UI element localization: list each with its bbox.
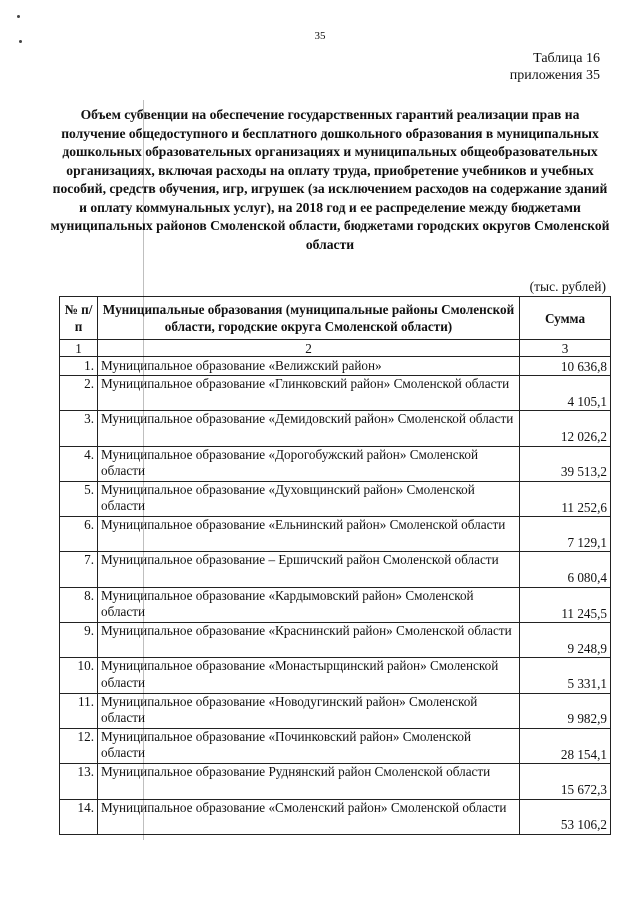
municipality-name: Муниципальное образование «Глинковский район» Смоленской области [98,376,520,411]
row-number: 13. [60,764,98,799]
subvention-amount: 9 982,9 [520,693,611,728]
header-sum: Сумма [520,297,611,340]
row-number: 1. [60,357,98,376]
subvention-amount: 12 026,2 [520,411,611,446]
subvention-amount: 15 672,3 [520,764,611,799]
subvention-amount: 11 245,5 [520,587,611,622]
column-number-1: 1 [60,340,98,357]
header-municipality: Муниципальные образования (муниципальные районы Смоленской области, городские округа Смоленской области) [98,297,520,340]
row-number: 12. [60,728,98,763]
row-number: 5. [60,481,98,516]
subvention-table [59,296,611,835]
subvention-amount: 5 331,1 [520,658,611,693]
municipality-name: Муниципальное образование «Монастырщинский район» Смоленской области [98,658,520,693]
subvention-amount: 9 248,9 [520,623,611,658]
subvention-amount: 6 080,4 [520,552,611,587]
municipality-name: Муниципальное образование «Ельнинский район» Смоленской области [98,517,520,552]
units-label: (тыс. рублей) [529,279,606,294]
table-reference-line-2: приложения 35 [509,68,600,83]
municipality-name: Муниципальное образование «Дорогобужский район» Смоленской области [98,446,520,481]
municipality-name: Муниципальное образование «Краснинский район» Смоленской области [98,623,520,658]
subvention-amount: 11 252,6 [520,481,611,516]
municipality-name: Муниципальное образование «Кардымовский район» Смоленской области [98,587,520,622]
row-number: 3. [60,411,98,446]
subvention-amount: 53 106,2 [520,799,611,834]
scan-fold-line [143,100,144,840]
document-title: Объем субвенции на обеспечение государственных гарантий реализации прав на получение общедоступного и бесплатного дошкольного образования в муниципальных дошкольных образовательных организациях и муниципальных общеобразовательных организациях, включая расходы на оплату труда, приобретение учебников и учебных пособий, средств обучения, игр, игрушек (за исключением расходов на содержание зданий и оплату коммунальных услуг), на 2018 год и ее распределение между бюджетами муниципальных районов Смоленской области, бюджетами городских округов Смоленской области [50,107,610,252]
table-reference-line-1: Таблица 16 [533,51,600,66]
page-number: 35 [314,30,326,42]
table-reference [510,50,600,84]
municipality-name: Муниципальное образование – Ершичский район Смоленской области [98,552,520,587]
row-number: 11. [60,693,98,728]
column-number-2: 2 [98,340,520,357]
subvention-amount: 28 154,1 [520,728,611,763]
municipality-name: Муниципальное образование «Демидовский район» Смоленской области [98,411,520,446]
header-number: № п/п [60,297,98,340]
row-number: 6. [60,517,98,552]
column-number-3: 3 [520,340,611,357]
municipality-name: Муниципальное образование «Духовщинский район» Смоленской области [98,481,520,516]
municipality-name: Муниципальное образование «Новодугинский район» Смоленской области [98,693,520,728]
row-number: 8. [60,587,98,622]
row-number: 10. [60,658,98,693]
row-number: 9. [60,623,98,658]
subvention-amount: 39 513,2 [520,446,611,481]
row-number: 14. [60,799,98,834]
row-number: 4. [60,446,98,481]
municipality-name: Муниципальное образование «Починковский район» Смоленской области [98,728,520,763]
subvention-amount: 4 105,1 [520,376,611,411]
subvention-amount: 7 129,1 [520,517,611,552]
municipality-name: Муниципальное образование Руднянский район Смоленской области [98,764,520,799]
scan-artifact [17,15,20,18]
municipality-name: Муниципальное образование «Смоленский район» Смоленской области [98,799,520,834]
row-number: 2. [60,376,98,411]
municipality-name: Муниципальное образование «Велижский район» [98,357,520,376]
subvention-amount: 10 636,8 [520,357,611,376]
row-number: 7. [60,552,98,587]
